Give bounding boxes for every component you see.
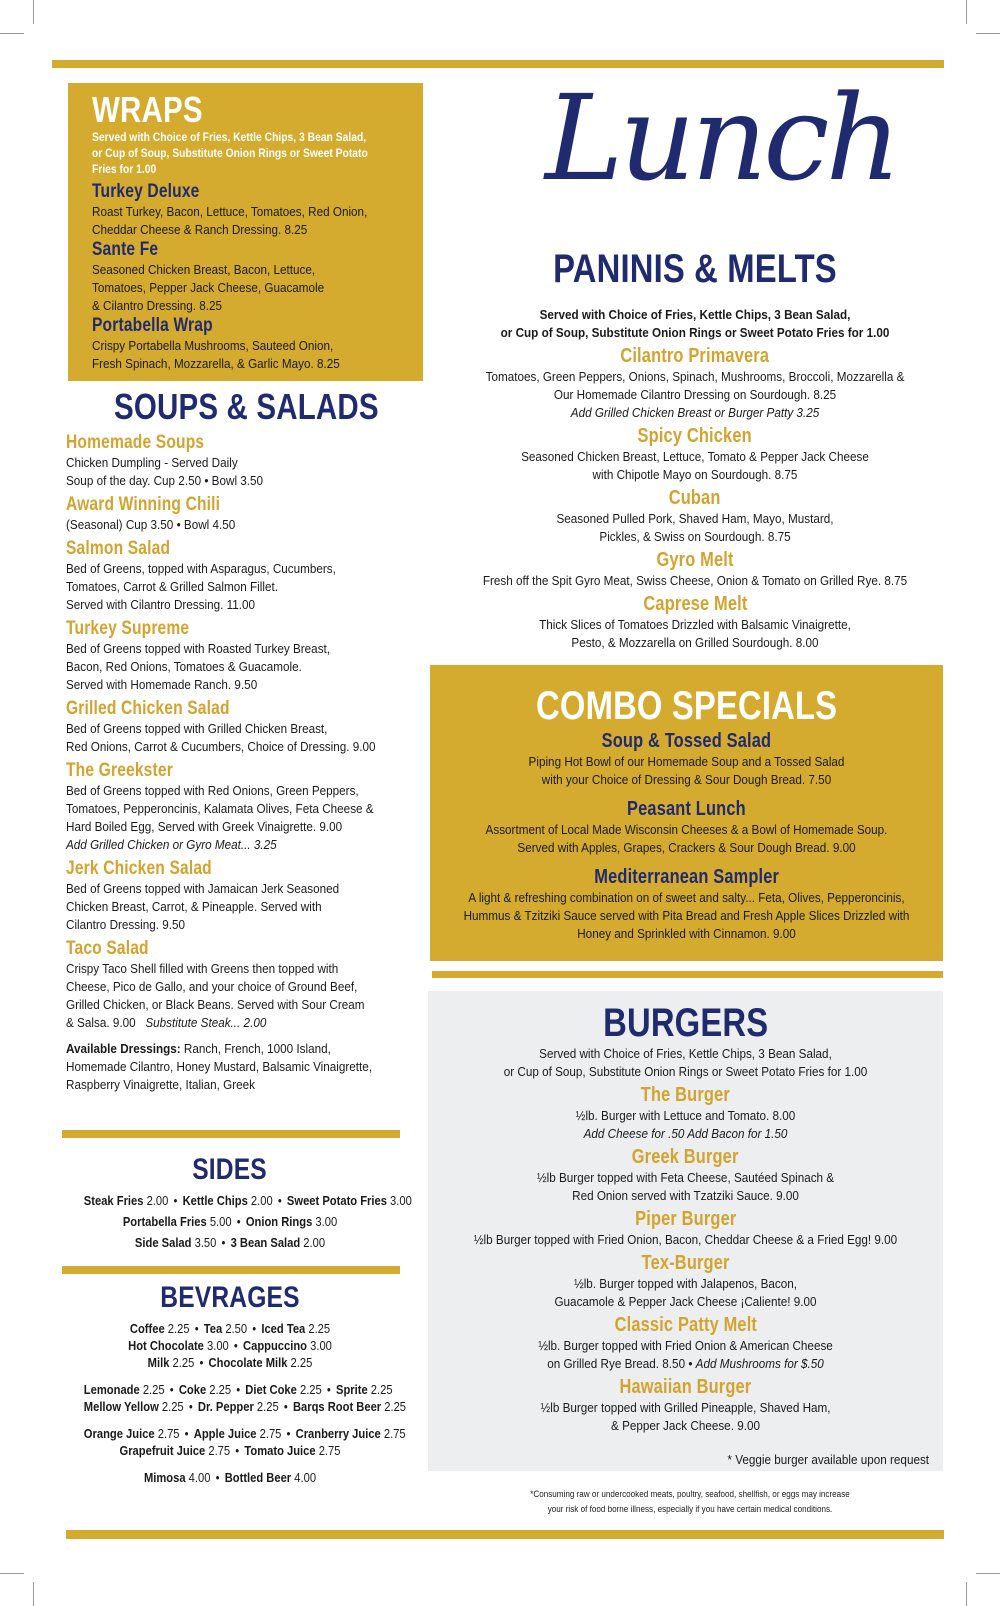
crop-mark [0,1573,24,1574]
menu-item-desc: A light & refreshing combination on of sweet and salty... Feta, Olives, Pepperoncinis, [468,890,905,905]
menu-item-desc: Served with Apples, Grapes, Crackers & Sour Dough Bread. 9.00 [517,840,856,855]
menu-item-name: Turkey Supreme [66,618,190,639]
paninis-subtitle: or Cup of Soup, Substitute Onion Rings or Sweet Potato Fries for 1.00 [500,325,890,340]
menu-item-addon: Substitute Steak... 2.00 [145,1015,267,1030]
crop-mark [33,0,34,24]
item-name: Milk [147,1355,170,1370]
item-name: Orange Juice [83,1426,155,1441]
separator-dot: • [235,1443,240,1458]
menu-item-desc: Tomatoes, Green Peppers, Onions, Spinach, Mushrooms, Broccoli, Mozzarella & [485,369,905,384]
beverage-group [60,1425,406,1459]
item-price: 2.75 [205,1443,231,1458]
crop-mark [976,33,1000,34]
item-name: Steak Fries [83,1193,144,1208]
price-row [84,1337,376,1354]
separator-dot: • [173,1193,178,1208]
item-price: 2.75 [154,1426,180,1441]
menu-item-desc: ½lb Burger topped with Fried Onion, Bacon, Cheddar Cheese & a Fried Egg! 9.00 [473,1232,898,1247]
separator-dot: • [277,1193,282,1208]
menu-item-desc: Assortment of Local Made Wisconsin Cheeses & a Bowl of Homemade Soup. [485,822,888,837]
bevrages-divider [62,1266,400,1274]
menu-item-desc: Bed of Greens topped with Jamaican Jerk Seasoned [66,881,340,896]
separator-dot: • [326,1382,331,1397]
bottom-gold-bar [66,1530,944,1539]
price-row [84,1469,376,1486]
sides-rows [60,1190,412,1253]
item-price: 2.75 [256,1426,282,1441]
item-price: 2.75 [380,1426,406,1441]
menu-item-desc: Crispy Taco Shell filled with Greens then topped with [66,961,339,976]
beverage-group [60,1381,407,1415]
item-price: 2.25 [367,1382,393,1397]
menu-item-desc: ½lb Burger topped with Grilled Pineapple, Shaved Ham, [540,1400,831,1415]
menu-item-desc [454,1355,918,1373]
menu-item-name: Mediterranean Sampler [594,866,779,888]
separator-dot: • [169,1382,174,1397]
item-price: 2.00 [300,1235,326,1250]
item-price: 3.00 [312,1214,338,1229]
item-name: Bottled Beer [224,1470,292,1485]
menu-item-name: Salmon Salad [66,538,171,559]
dressings-line [66,1040,372,1058]
item-price: 2.25 [164,1321,190,1336]
menu-item-name: Cilantro Primavera [620,345,770,367]
paninis-title: PANINIS & MELTS [553,247,837,291]
menu-item-desc: Crispy Portabella Mushrooms, Sauteed Onion, [92,338,334,353]
disclaimer-line: *Consuming raw or undercooked meats, poultry, seafood, shellfish, or eggs may increase [530,1489,850,1499]
menu-item-name: Spicy Chicken [637,425,753,447]
menu-item-name: Turkey Deluxe [92,181,200,202]
item-name: Tea [203,1321,223,1336]
price-row [83,1381,393,1398]
wraps-subtitle: Served with Choice of Fries, Kettle Chips, 3 Bean Salad, [92,130,367,144]
menu-item-name: Gyro Melt [656,549,734,571]
menu-item-desc: Roast Turkey, Bacon, Lettuce, Tomatoes, Red Onion, [92,204,368,219]
menu-item-desc: ½lb. Burger with Lettuce and Tomato. 8.00 [575,1108,796,1123]
menu-item-desc: Bed of Greens, topped with Asparagus, Cucumbers, [66,561,336,576]
menu-item-name: Cuban [669,487,721,509]
burgers-subtitle: or Cup of Soup, Substitute Onion Rings or Sweet Potato Fries for 1.00 [503,1064,868,1079]
menu-item-desc: with your Choice of Dressing & Sour Dough Bread. 7.50 [541,772,832,787]
dressings-line: Raspberry Vinaigrette, Italian, Greek [66,1077,256,1092]
item-price: 2.25 [296,1382,322,1397]
item-price: 2.75 [315,1443,341,1458]
menu-item-desc: Soup of the day. Cup 2.50 • Bowl 3.50 [66,473,264,488]
burgers-subtitle: Served with Choice of Fries, Kettle Chips, 3 Bean Salad, [539,1046,832,1061]
crop-mark [976,1573,1000,1574]
menu-item-desc: & Cilantro Dressing. 8.25 [92,298,223,313]
menu-item-desc: Served with Homemade Ranch. 9.50 [66,677,258,692]
menu-item-desc: Bed of Greens topped with Red Onions, Green Peppers, [66,783,359,798]
item-name: Chocolate Milk [208,1355,288,1370]
top-gold-bar [52,60,944,68]
wraps-title: WRAPS [92,89,203,130]
crop-mark [966,0,967,24]
item-name: Diet Coke [245,1382,297,1397]
separator-dot: • [199,1355,204,1370]
menu-item-desc: Pickles, & Swiss on Sourdough. 8.75 [599,529,791,544]
menu-item-desc: Piping Hot Bowl of our Homemade Soup and a Tossed Salad [528,754,845,769]
separator-dot: • [252,1321,257,1336]
menu-item-desc: Cheese, Pico de Gallo, and your choice of Ground Beef, [66,979,358,994]
paninis-section [430,246,960,652]
menu-item-desc: Seasoned Chicken Breast, Lettuce, Tomato & Pepper Jack Cheese [521,449,869,464]
item-price: 2.00 [143,1193,169,1208]
beverage-group [60,1469,400,1486]
menu-item-desc: Bacon, Red Onions, Tomatoes & Guacamole. [66,659,302,674]
dressings-label: Available Dressings: [66,1041,181,1056]
menu-item-desc: Bed of Greens topped with Grilled Chicken Breast, [66,721,328,736]
separator-dot: • [283,1399,288,1414]
menu-item-desc: Cheddar Cheese & Ranch Dressing. 8.25 [92,222,308,237]
dressings-list: Ranch, French, 1000 Island, [180,1041,331,1056]
menu-item-name: Grilled Chicken Salad [66,698,230,719]
menu-item-name: Greek Burger [632,1146,739,1168]
item-name: Onion Rings [245,1214,313,1229]
price-row [83,1190,412,1211]
soups-salads-title: SOUPS & SALADS [114,386,379,427]
burgers-title: BURGERS [602,1001,769,1045]
menu-item-desc: Fresh Spinach, Mozzarella, & Garlic Mayo. 8.25 [92,356,340,371]
wraps-subtitle: Fries for 1.00 [92,162,157,176]
item-name: Mellow Yellow [83,1399,159,1414]
menu-item-desc: with Chipotle Mayo on Sourdough. 8.75 [592,467,798,482]
bevrages-section [60,1280,407,1496]
menu-item-desc: Our Homemade Cilantro Dressing on Sourdough. 8.25 [553,387,837,402]
soups-salads-section [66,386,406,1094]
menu-item-addon: Add Grilled Chicken or Gyro Meat... 3.25 [66,837,277,852]
crop-mark [0,33,24,34]
menu-item-addon: Add Grilled Chicken Breast or Burger Patty 3.25 [570,405,820,420]
menu-item-desc: (Seasonal) Cup 3.50 • Bowl 4.50 [66,517,236,532]
item-price: 3.00 [203,1338,229,1353]
sides-section [60,1152,412,1253]
item-price: 2.25 [206,1382,232,1397]
separator-dot: • [221,1235,226,1250]
beverage-group [60,1320,400,1371]
menu-item-desc: Chicken Dumpling - Served Daily [66,455,238,470]
item-name: Sprite [335,1382,368,1397]
menu-item-desc: ½lb Burger topped with Feta Cheese, Sautéed Spinach & [536,1170,835,1185]
menu-item-name: Classic Patty Melt [614,1314,757,1336]
menu-item-desc: Guacamole & Pepper Jack Cheese ¡Caliente! 9.00 [554,1294,817,1309]
menu-item-desc: Grilled Chicken, or Black Beans. Served with Sour Cream [66,997,365,1012]
item-price: 2.50 [222,1321,248,1336]
item-price: 2.25 [169,1355,195,1370]
menu-item-name: Piper Burger [634,1208,737,1230]
disclaimer-line: your risk of food borne illness, especially if you have certain medical conditions. [547,1504,833,1514]
menu-item-desc: ½lb. Burger topped with Jalapenos, Bacon, [573,1276,798,1291]
menu-item-addon: Add Cheese for .50 Add Bacon for 1.50 [583,1126,788,1141]
item-name: Tomato Juice [244,1443,316,1458]
lunch-title: Lunch [545,69,898,207]
menu-item-desc: Fresh off the Spit Gyro Meat, Swiss Cheese, Onion & Tomato on Grilled Rye. 8.75 [482,573,908,588]
item-price: 2.25 [305,1321,331,1336]
sides-title: SIDES [192,1153,268,1186]
item-name: Cranberry Juice [295,1426,381,1441]
menu-item-name: Taco Salad [66,938,149,959]
dressings-line: Homemade Cilantro, Honey Mustard, Balsamic Vinaigrette, [66,1059,373,1074]
item-name: Portabella Fries [122,1214,207,1229]
separator-dot: • [236,1214,241,1229]
item-name: Lemonade [83,1382,140,1397]
item-price: 2.25 [158,1399,184,1414]
paninis-subtitle: Served with Choice of Fries, Kettle Chips, 3 Bean Salad, [539,307,851,322]
menu-item-desc: Seasoned Pulled Pork, Shaved Ham, Mayo, Mustard, [556,511,834,526]
item-price: 4.00 [291,1470,317,1485]
menu-item-desc: Pesto, & Mozzarella on Grilled Sourdough. 8.00 [571,635,819,650]
menu-item-name: Award Winning Chili [66,494,221,515]
burgers-divider [432,971,943,978]
item-name: Side Salad [134,1235,192,1250]
item-price: 2.25 [287,1355,313,1370]
combo-specials-section [430,665,943,961]
price-row [84,1354,376,1371]
sides-divider [62,1130,400,1138]
separator-dot: • [286,1426,291,1441]
item-name: Grapefruit Juice [119,1443,206,1458]
menu-item-desc: Cilantro Dressing. 9.50 [66,917,186,932]
item-price: 3.50 [191,1235,217,1250]
disclaimer [430,1487,950,1517]
price-row [83,1398,407,1415]
menu-item-name: Caprese Melt [642,593,748,615]
item-name: Sweet Potato Fries [286,1193,387,1208]
item-price: 2.25 [381,1399,407,1414]
separator-dot: • [194,1321,199,1336]
bevrages-rows [60,1320,407,1486]
menu-item-desc: Red Onions, Carrot & Cucumbers, Choice of Dressing. 9.00 [66,739,376,754]
separator-dot: • [188,1399,193,1414]
separator-dot: • [233,1338,238,1353]
separator-dot: • [215,1470,220,1485]
menu-item-name: Homemade Soups [66,432,205,453]
menu-item-desc: ½lb. Burger topped with Fried Onion & American Cheese [538,1338,833,1353]
item-price: 5.00 [206,1214,232,1229]
bevrages-title: BEVRAGES [160,1281,300,1314]
item-name: Coke [178,1382,207,1397]
price-row [84,1320,376,1337]
menu-item-desc [66,1014,372,1032]
menu-item-name: The Burger [640,1084,731,1106]
item-name: Iced Tea [261,1321,306,1336]
separator-dot: • [184,1426,189,1441]
item-price: 3.00 [307,1338,332,1353]
menu-item-desc: Hard Boiled Egg, Served with Greek Vinaigrette. 9.00 [66,819,343,834]
menu-item-desc: Thick Slices of Tomatoes Drizzled with Balsamic Vinaigrette, [539,617,851,632]
item-name: Coffee [129,1321,165,1336]
item-name: Cappuccino [243,1338,308,1353]
menu-item-name: Portabella Wrap [92,315,213,336]
menu-item-name: Hawaiian Burger [619,1376,752,1398]
menu-item-desc: Served with Cilantro Dressing. 11.00 [66,597,256,612]
separator-dot: • [236,1382,241,1397]
menu-item-desc: Red Onion served with Tzatziki Sauce. 9.00 [572,1188,799,1203]
menu-item-name: Peasant Lunch [627,798,746,820]
item-price: 2.25 [253,1399,279,1414]
item-name: Mimosa [143,1470,186,1485]
price-row [84,1232,376,1253]
menu-item-name: Jerk Chicken Salad [66,858,212,879]
price-row [84,1442,376,1459]
burgers-section [428,991,943,1471]
item-price: 2.25 [139,1382,165,1397]
item-name: Kettle Chips [182,1193,248,1208]
menu-item-name: Soup & Tossed Salad [601,730,772,752]
item-price: 4.00 [185,1470,211,1485]
wraps-section [68,83,423,381]
menu-item-desc: Tomatoes, Carrot & Grilled Salmon Fillet. [66,579,278,594]
price-row [83,1425,406,1442]
item-name: 3 Bean Salad [230,1235,301,1250]
menu-item-desc: Hummus & Tzitziki Sauce served with Pita Bread and Fresh Apple Slices Drizzled with [463,908,910,923]
price-row [84,1211,376,1232]
menu-item-desc: Tomatoes, Pepperoncinis, Kalamata Olives, Feta Cheese & [66,801,374,816]
combo-title: COMBO SPECIALS [535,684,838,728]
menu-item-name: Tex-Burger [641,1252,730,1274]
menu-item-name: Sante Fe [92,239,159,260]
menu-item-desc: Bed of Greens topped with Roasted Turkey Breast, [66,641,331,656]
item-name: Hot Chocolate [128,1338,204,1353]
menu-item-desc: Tomatoes, Pepper Jack Cheese, Guacamole [92,280,325,295]
menu-item-desc-end: & Salsa. 9.00 [66,1015,136,1030]
item-name: Apple Juice [193,1426,257,1441]
veggie-note: * Veggie burger available upon request [727,1452,929,1467]
menu-item-desc: Chicken Breast, Carrot, & Pineapple. Served with [66,899,322,914]
wraps-subtitle: or Cup of Soup, Substitute Onion Rings or Sweet Potato [92,146,368,160]
menu-item-name: The Greekster [66,760,173,781]
menu-item-desc: Honey and Sprinkled with Cinnamon. 9.00 [577,926,796,941]
menu-item-addon: Add Mushrooms for $.50 [695,1356,824,1371]
crop-mark [33,1582,34,1606]
item-name: Dr. Pepper [197,1399,254,1414]
menu-item-desc: Seasoned Chicken Breast, Bacon, Lettuce, [92,262,316,277]
crop-mark [966,1582,967,1606]
menu-item-desc-end: on Grilled Rye Bread. 8.50 • [547,1356,696,1371]
item-name: Barqs Root Beer [292,1399,382,1414]
item-price: 2.00 [247,1193,273,1208]
item-price: 3.00 [386,1193,412,1208]
menu-item-desc: & Pepper Jack Cheese. 9.00 [611,1418,760,1433]
